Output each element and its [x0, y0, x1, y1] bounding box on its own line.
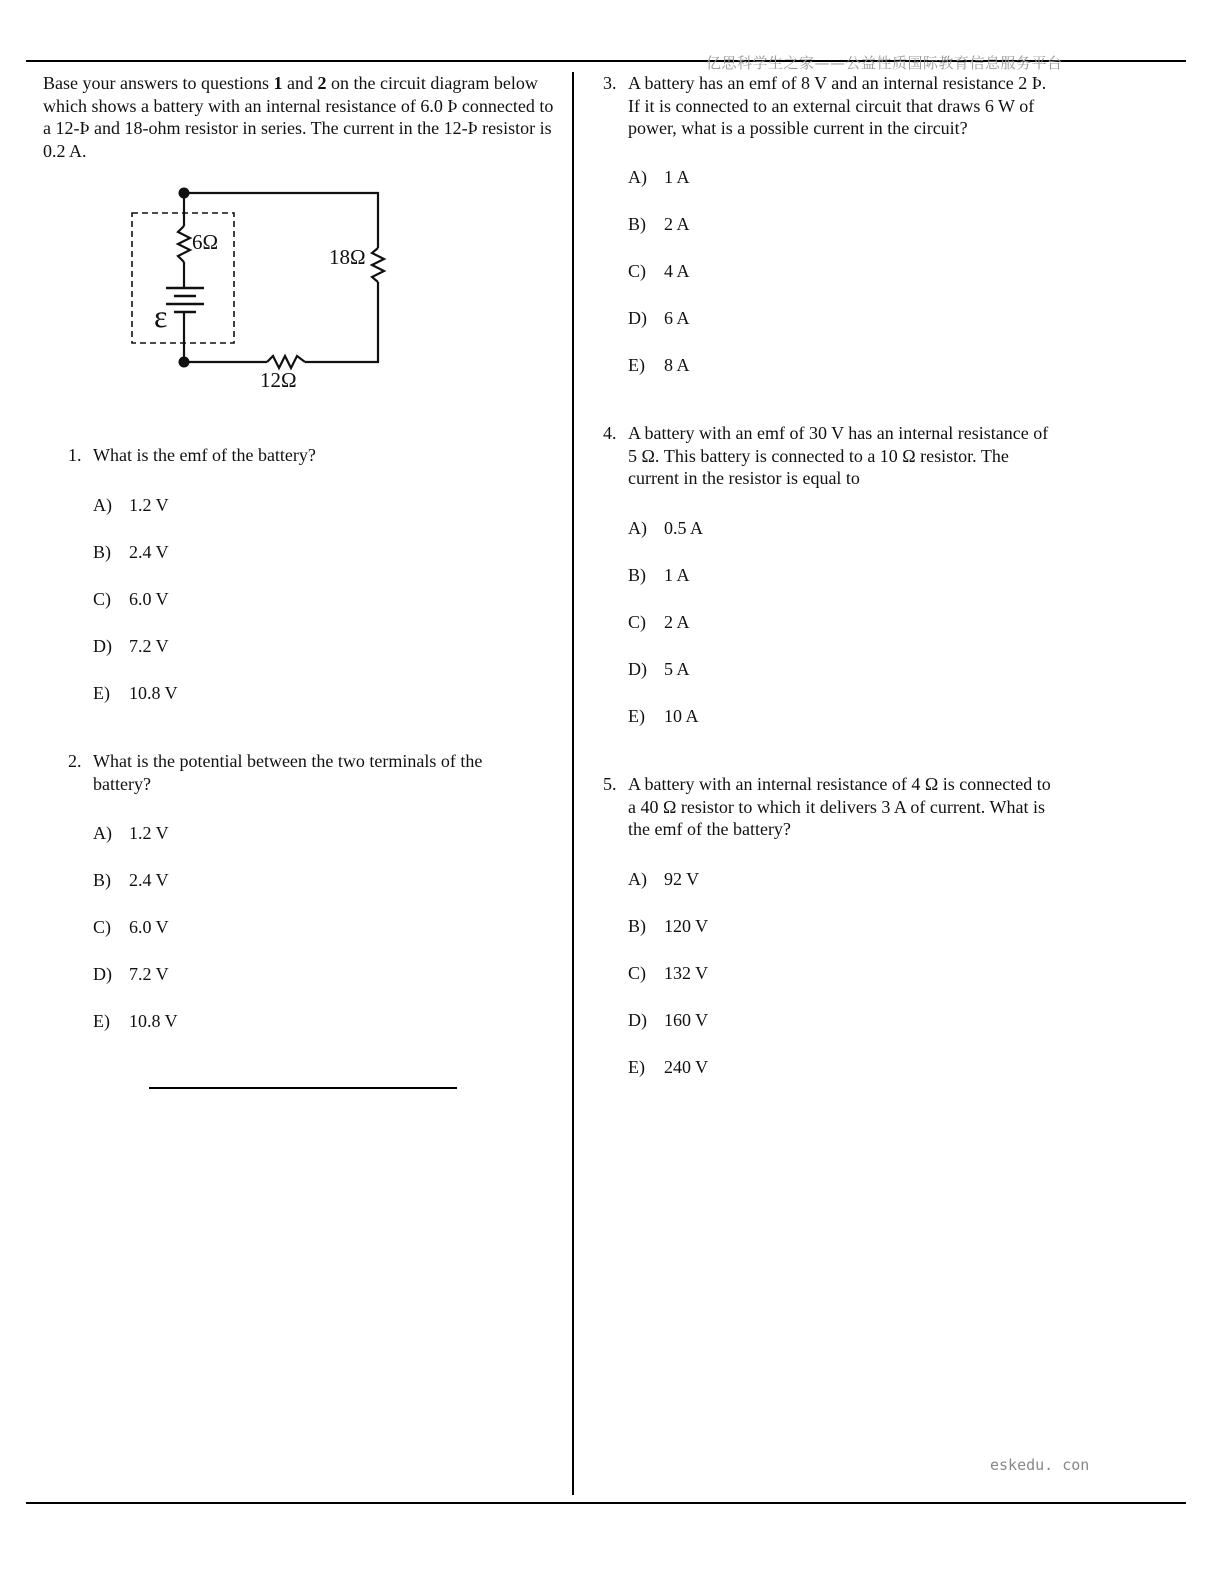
question-stem [628, 422, 1048, 490]
junction-top [179, 188, 190, 199]
option-letter: B) [628, 565, 646, 585]
label-internal-resistance: 6Ω [192, 230, 219, 254]
column-divider [572, 72, 574, 1495]
option-letter: C) [628, 612, 646, 632]
answer-option-a [628, 517, 703, 540]
answer-option-d [93, 635, 169, 658]
option-text: 240 V [664, 1057, 709, 1077]
option-text: 7.2 V [129, 636, 169, 656]
question-stem-line: A battery has an emf of 8 V and an internal resistance 2 Þ. [628, 73, 1047, 93]
answer-option-d [93, 963, 169, 986]
right-resistor [372, 248, 384, 282]
question-stem [93, 444, 316, 467]
answer-option-d [628, 307, 690, 330]
option-letter: D) [93, 636, 112, 656]
option-letter: C) [628, 963, 646, 983]
option-text: 132 V [664, 963, 709, 983]
option-text: 10 A [664, 706, 699, 726]
wire-right-lower [305, 282, 378, 362]
option-letter: A) [628, 869, 647, 889]
option-letter: A) [93, 823, 112, 843]
answer-option-c [628, 260, 690, 283]
option-letter: A) [628, 518, 647, 538]
question-stem-line: 5 Ω. This battery is connected to a 10 Ω resistor. The [628, 445, 1009, 466]
option-text: 7.2 V [129, 964, 169, 984]
option-text: 6.0 V [129, 917, 169, 937]
option-letter: B) [628, 214, 646, 234]
answer-option-a [628, 868, 699, 891]
option-letter: E) [628, 1057, 645, 1077]
intro-q1-ref: 1 [273, 73, 283, 93]
option-text: 8 A [664, 355, 690, 375]
question-number: 4. [603, 423, 617, 443]
option-letter: C) [93, 917, 111, 937]
circuit-diagram [120, 178, 400, 398]
question-stem-line: current in the resistor is equal to [628, 468, 860, 488]
option-text: 2 A [664, 214, 690, 234]
question-number: 5. [603, 774, 617, 794]
option-text: 160 V [664, 1010, 709, 1030]
answer-option-e [628, 705, 699, 728]
option-letter: D) [628, 659, 647, 679]
answer-option-e [93, 1010, 178, 1033]
bottom-rule [26, 1502, 1186, 1504]
junction-bottom [179, 357, 190, 368]
internal-resistor [178, 226, 190, 262]
option-letter: A) [628, 167, 647, 187]
answer-option-e [628, 1056, 708, 1079]
option-letter: C) [628, 261, 646, 281]
option-text: 2.4 V [129, 870, 169, 890]
answer-option-c [628, 962, 708, 985]
option-text: 1.2 V [129, 495, 169, 515]
intro-paragraph: Base your answers to questions 1 and 2 on the circuit diagram below which shows a battery with an internal resistance of 6.0 Þ connected to a 12-Þ and 18-ohm resistor in series. The current in the 12-Þ resistor is 0.2 A. [43, 73, 554, 161]
option-letter: E) [93, 683, 110, 703]
question-stem-line: A battery with an emf of 30 V has an internal resistance of [628, 423, 1049, 443]
option-text: 4 A [664, 261, 690, 281]
question-stem-line: What is the emf of the battery? [93, 445, 316, 465]
option-letter: D) [93, 964, 112, 984]
option-letter: B) [93, 870, 111, 890]
footer-site-text: eskedu. con [990, 1456, 1090, 1474]
answer-option-c [93, 588, 169, 611]
answer-option-c [628, 611, 690, 634]
answer-option-b [93, 541, 169, 564]
intro-q2-ref: 2 [317, 73, 327, 93]
question-stem-line: a 40 Ω resistor to which it delivers 3 A of current. What is [628, 796, 1045, 817]
label-bottom-resistance: 12Ω [260, 368, 297, 392]
option-letter: D) [628, 308, 647, 328]
question-number: 3. [603, 73, 617, 93]
option-text: 1.2 V [129, 823, 169, 843]
option-text: 1 A [664, 167, 690, 187]
answer-option-b [93, 869, 169, 892]
answer-option-d [628, 1009, 708, 1032]
question-stem-line: power, what is a possible current in the circuit? [628, 118, 968, 138]
answer-option-e [628, 354, 690, 377]
question-stem-line: What is the potential between the two terminals of the [93, 751, 483, 771]
option-text: 120 V [664, 916, 709, 936]
label-emf: ε [154, 298, 168, 334]
option-letter: E) [628, 355, 645, 375]
answer-option-a [93, 822, 169, 845]
question-number: 1. [68, 445, 82, 465]
question-stem-line: If it is connected to an external circuit that draws 6 W of [628, 95, 1035, 116]
answer-option-d [628, 658, 690, 681]
watermark: 亿思科学生之家——公益性质国际教育信息服务平台 [706, 54, 1063, 72]
answer-option-c [93, 916, 169, 939]
bottom-resistor [267, 356, 305, 368]
answer-option-b [628, 915, 708, 938]
option-letter: E) [628, 706, 645, 726]
label-right-resistance: 18Ω [329, 245, 366, 269]
option-letter: D) [628, 1010, 647, 1030]
question-stem [628, 773, 1051, 841]
question-stem-line: battery? [93, 773, 151, 794]
question-stem-line: the emf of the battery? [628, 819, 791, 839]
option-letter: E) [93, 1011, 110, 1031]
answer-option-a [93, 494, 169, 517]
option-text: 6.0 V [129, 589, 169, 609]
option-text: 10.8 V [129, 1011, 178, 1031]
option-text: 2.4 V [129, 542, 169, 562]
option-text: 10.8 V [129, 683, 178, 703]
option-letter: A) [93, 495, 112, 515]
question-stem-line: A battery with an internal resistance of 4 Ω is connected to [628, 774, 1051, 794]
option-text: 5 A [664, 659, 690, 679]
option-letter: B) [628, 916, 646, 936]
option-text: 0.5 A [664, 518, 704, 538]
option-text: 92 V [664, 869, 700, 889]
option-text: 6 A [664, 308, 690, 328]
question-number: 2. [68, 751, 82, 771]
option-text: 1 A [664, 565, 690, 585]
option-letter: C) [93, 589, 111, 609]
end-of-column-rule [149, 1087, 457, 1089]
option-letter: B) [93, 542, 111, 562]
answer-option-e [93, 682, 178, 705]
option-text: 2 A [664, 612, 690, 632]
answer-option-a [628, 166, 690, 189]
question-stem [628, 72, 1046, 140]
question-stem [93, 750, 482, 795]
answer-option-b [628, 213, 690, 236]
answer-option-b [628, 564, 690, 587]
